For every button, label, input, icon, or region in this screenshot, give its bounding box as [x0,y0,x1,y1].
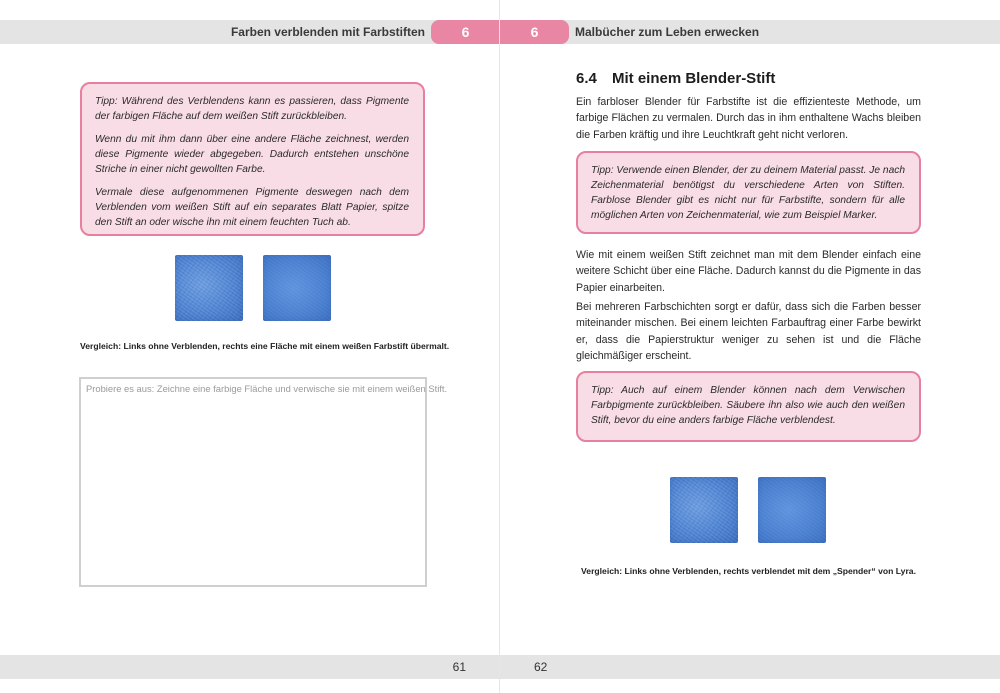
body-paragraph-1: Wie mit einem weißen Stift zeichnet man mit dem Blender einfach eine weitere Schicht über eine Fläche. Dadurch kannst du die Pigmente in das Papier einarbeiten. [576,249,921,294]
right-tip-box-1 [576,151,921,234]
right-header-bar [500,20,1000,44]
right-page [500,0,1000,693]
tip-paragraph: Vermale diese aufgenommenen Pigmente deswegen nach dem Verblenden vom weißen Stift auf ein separates Blatt Papier, spitze den Stift an oder wische ihn mit einem feuchten Tuch ab. [95,187,409,228]
section-number: 6.4 [576,70,597,87]
left-footer-bar [0,655,500,679]
right-tip-box-2 [576,371,921,442]
left-figure-caption: Vergleich: Links ohne Verblenden, rechts eine Fläche mit einem weißen Farbstift übermalt. [80,341,450,351]
tip-paragraph: Tipp: Auch auf einem Blender können nach dem Verwischen Farbpigmente zurückbleiben. Säubere ihn also wie auch den weißen Stift, bevor du eine anders farbige Fläche verblendest. [591,385,905,426]
swatch-blender-blended [758,477,826,543]
left-chapter-tab: 6 [431,20,500,44]
right-page-number: 62 [534,660,548,674]
section-heading [576,70,775,87]
tip-paragraph: Wenn du mit ihm dann über eine andere Fläche zeichnest, werden diese Pigmente wieder abgegeben. Dadurch entstehen unschöne Striche in einer nicht gewollten Farbe. [95,134,409,175]
body-paragraph-2: Bei mehreren Farbschichten sorgt er dafür, dass sich die Farben besser miteinander mischen. Bei einem leichten Farbauftrag einer Farbe bewirkt er, dass die Papierstruktur weniger zu sehen ist und die Fläche gleichmäßiger erscheint. [576,301,921,363]
intro-paragraph: Ein farbloser Blender für Farbstifte ist die effizienteste Methode, um farbige Flächen zu vermalen. Durch das in ihm enthaltene Wachs bleiben die Farben kräftig und ihre Leuchtkraft geht nicht verloren. [576,96,921,141]
left-page-number: 61 [452,660,466,674]
swatch-unblended [175,255,243,321]
swatch-white-pencil-blended [263,255,331,321]
right-figure-caption: Vergleich: Links ohne Verblenden, rechts verblendet mit dem „Spender“ von Lyra. [581,566,916,576]
left-tip-box [80,82,425,236]
right-header-title: Malbücher zum Leben erwecken [575,25,760,39]
tip-paragraph: Tipp: Verwende einen Blender, der zu deinem Material passt. Je nach Zeichenmaterial benötigst du verschiedene Arten von Stiften. Farblose Blender gibt es nicht nur für Farbstifte, sondern für alle möglichen Arten von Zeichenmaterial, wie zum Beispiel Marker. [591,165,905,221]
right-footer-bar [500,655,1000,679]
exercise-label: Probiere es aus: Zeichne eine farbige Fläche und verwische sie mit einem weißen Stift. [86,383,448,394]
exercise-drawing-area[interactable] [79,377,448,587]
tip-paragraph: Tipp: Während des Verblendens kann es passieren, dass Pigmente der farbigen Fläche auf dem weißen Stift zurückbleiben. [95,96,409,122]
swatch-unblended [670,477,738,543]
right-chapter-tab: 6 [500,20,569,44]
left-header-title: Farben verblenden mit Farbstiften [230,25,425,39]
left-header-bar [0,20,500,44]
section-title: Mit einem Blender-Stift [612,70,776,87]
